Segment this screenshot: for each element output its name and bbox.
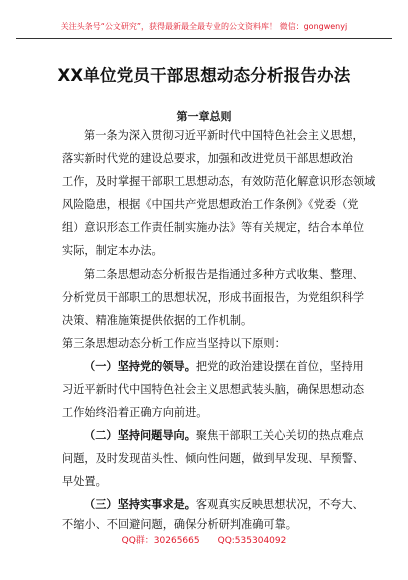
body-line: 工作，及时掌握干部职工思想动态，有效防范化解意识形态领域 — [62, 175, 376, 188]
body-line: 第三条思想动态分析工作应当坚持以下原则： — [62, 337, 286, 350]
footer-contact — [0, 533, 408, 546]
principle-text: 客观真实反映思想状况，不夸大、 — [195, 498, 364, 511]
body-line: 第一条为深入贯彻习近平新时代中国特色社会主义思想， — [84, 129, 364, 142]
body-line: 组）意识形态工作责任制实施办法》等有关规定，结合本单位 — [62, 221, 365, 234]
footer-qq-group: QQ群：30265665 — [121, 536, 200, 546]
principle-line — [84, 429, 364, 443]
body-line: 早处置。 — [62, 475, 107, 488]
body-line: 第二条思想动态分析报告是指通过多种方式收集、整理、 — [84, 268, 364, 281]
body-line: 实际，制定本办法。 — [62, 244, 163, 257]
document-title: XX单位党员干部思想动态分析报告办法 — [57, 66, 351, 85]
principle-heading: （二）坚持问题导向。 — [84, 429, 196, 442]
header-banner: 关注头条号“公文研究”，获得最新最全最专业的公文资料库！ 微信：gongwenyj — [16, 18, 392, 39]
body-line: 不缩小、不回避问题，确保分析研判准确可靠。 — [62, 518, 297, 531]
principle-heading: （一）坚持党的领导。 — [84, 360, 196, 373]
body-line: 落实新时代党的建设总要求，加强和改进党员干部思想政治 — [62, 152, 353, 165]
body-line: 决策、精准施策提供依据的工作机制。 — [62, 314, 253, 327]
chapter-heading: 第一章总则 — [176, 110, 232, 123]
body-line: 问题，及时发现苗头性、倾向性问题，做到早发现、早预警、 — [62, 452, 365, 465]
principle-text: 聚焦干部职工关心关切的热点难点 — [195, 429, 364, 442]
body-line: 分析党员干部职工的思想状况，形成书面报告，为党组织科学 — [62, 291, 365, 304]
body-line: 风险隐患，根据《中国共产党思想政治工作条例》《党委（党 — [62, 198, 359, 211]
body-line: 习近平新时代中国特色社会主义思想武装头脑，确保思想动态 — [62, 383, 365, 396]
principle-heading: （三）坚持实事求是。 — [84, 498, 196, 511]
body-line: 工作始终沿着正确方向前进。 — [62, 406, 208, 419]
principle-line — [84, 360, 364, 374]
footer-qq: QQ:535304092 — [217, 536, 287, 546]
principle-text: 把党的政治建设摆在首位，坚持用 — [195, 360, 364, 373]
principle-line — [84, 498, 364, 512]
